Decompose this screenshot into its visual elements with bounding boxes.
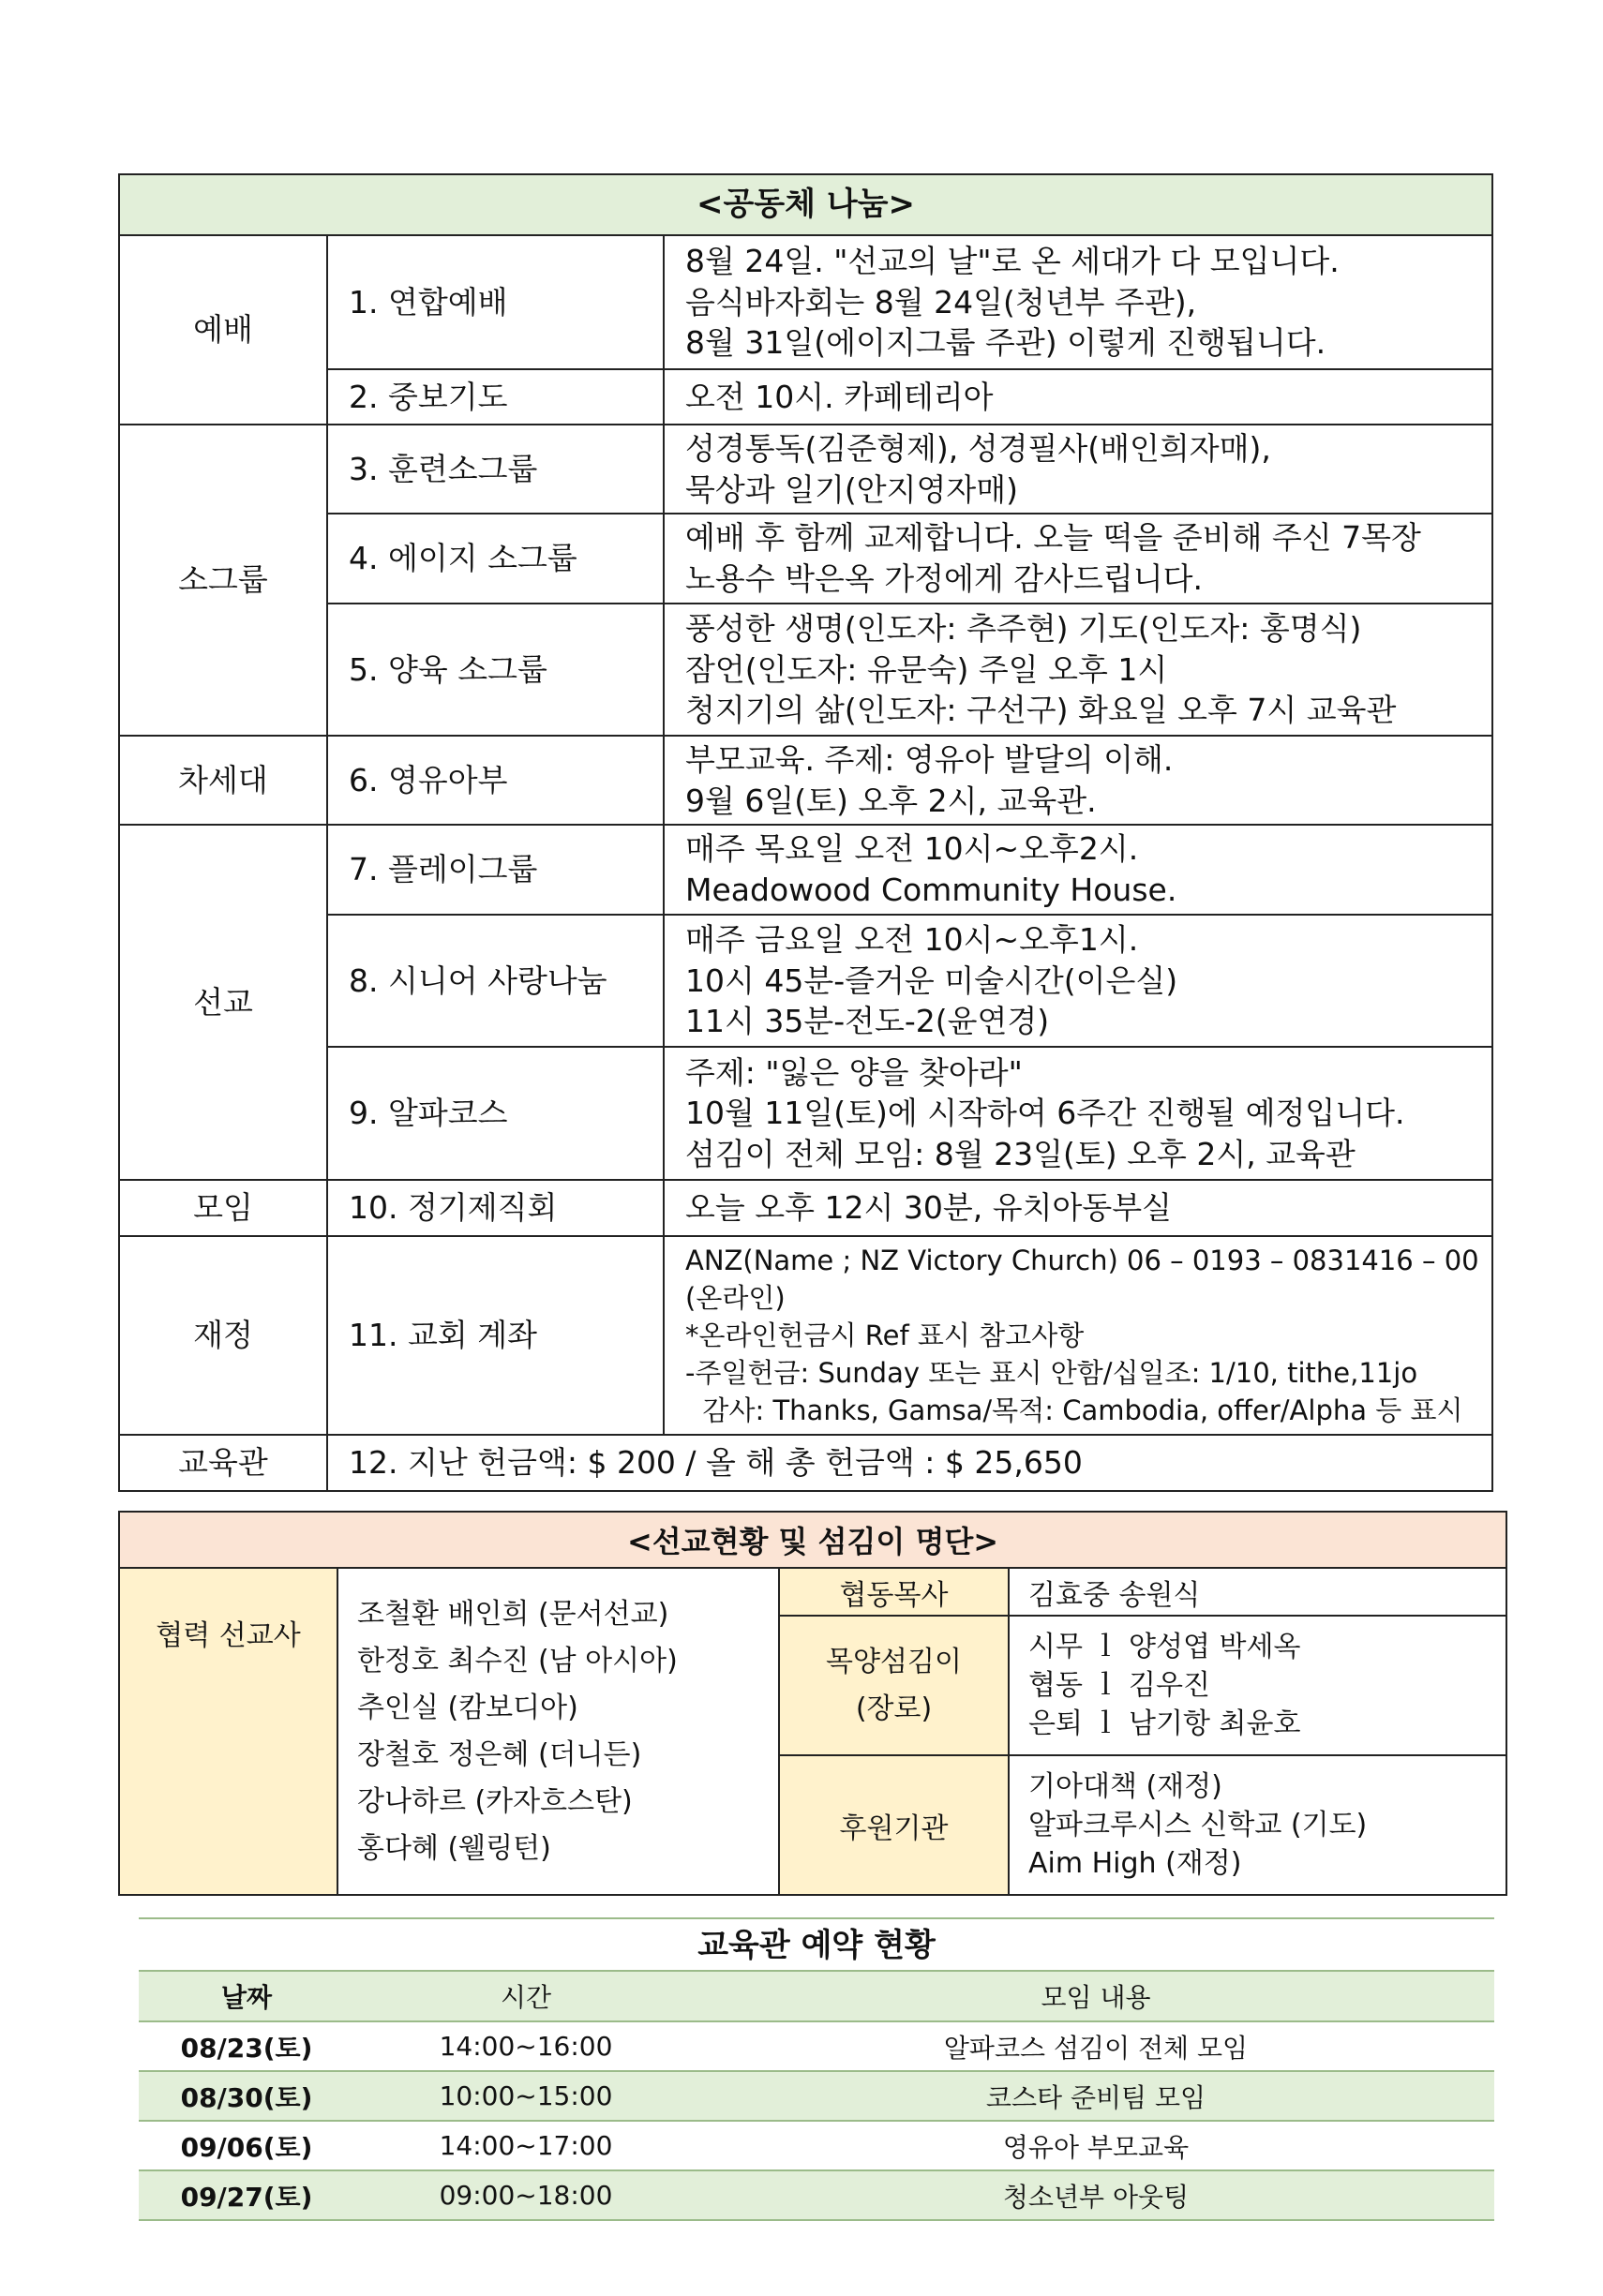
elder-label: 목양섬김이 (장로)	[779, 1616, 1009, 1755]
header-time: 시간	[354, 1971, 697, 2021]
partner-missionary-label: 협력 선교사	[119, 1568, 337, 1895]
item-desc: 주제: "잃은 양을 찾아라" 10월 11일(토)에 시작하여 6주간 진행될 예정입니다. 섬김이 전체 모임: 8월 23일(토) 오후 2시, 교육관	[664, 1047, 1492, 1180]
item-desc: 8월 24일. "선교의 날"로 온 세대가 다 모입니다. 음식바자회는 8월 24일(청년부 주관), 8월 31일(에이지그룹 주관) 이렇게 진행됩니다.	[664, 235, 1492, 369]
table-row: 09/06(토) 14:00~17:00 영유아 부모교육	[139, 2121, 1494, 2170]
item-label: 6. 영유아부	[327, 736, 664, 825]
item-desc: 오늘 오후 12시 30분, 유치아동부실	[664, 1180, 1492, 1236]
missionary-list: 조철환 배인희 (문서선교) 한정호 최수진 (남 아시아) 추인실 (캄보디아) 장철호 정은혜 (더니든) 강나하르 (카자흐스탄) 홍다혜 (웰링턴)	[337, 1568, 779, 1895]
item-desc: 매주 목요일 오전 10시~오후2시. Meadowood Community House.	[664, 825, 1492, 915]
item-desc: 오전 10시. 카페테리아	[664, 369, 1492, 425]
missions-title: <선교현황 및 섬김이 명단>	[119, 1512, 1506, 1568]
item-desc: 성경통독(김준형제), 성경필사(배인희자매), 묵상과 일기(안지영자매)	[664, 425, 1492, 514]
item-desc: 부모교육. 주제: 영유아 발달의 이해. 9월 6일(토) 오후 2시, 교육관.	[664, 736, 1492, 825]
community-table	[118, 173, 1493, 1492]
item-desc: 풍성한 생명(인도자: 추주현) 기도(인도자: 홍명식) 잠언(인도자: 유문숙) 주일 오후 1시 청지기의 삶(인도자: 구선구) 화요일 오후 7시 교육관	[664, 604, 1492, 736]
item-label: 5. 양육 소그룹	[327, 604, 664, 736]
item-label: 10. 정기제직회	[327, 1180, 664, 1236]
category-mission: 선교	[119, 825, 327, 1180]
item-label: 2. 중보기도	[327, 369, 664, 425]
table-row: 09/27(토) 09:00~18:00 청소년부 아웃팅	[139, 2170, 1494, 2220]
item-label: 8. 시니어 사랑나눔	[327, 915, 664, 1047]
assoc-pastor-names: 김효중 송원식	[1009, 1568, 1506, 1616]
offering-total: 12. 지난 헌금액: $ 200 / 올 해 총 헌금액 : $ 25,650	[327, 1435, 1492, 1491]
category-finance: 재정	[119, 1236, 327, 1435]
category-nextgen: 차세대	[119, 736, 327, 825]
community-title: <공동체 나눔>	[119, 174, 1492, 235]
category-worship: 예배	[119, 235, 327, 425]
header-date: 날짜	[139, 1971, 354, 2021]
table-row: 08/23(토) 14:00~16:00 알파코스 섬김이 전체 모임	[139, 2021, 1494, 2071]
reservations-table	[139, 1970, 1494, 2221]
item-label: 11. 교회 계좌	[327, 1236, 664, 1435]
sponsor-list: 기아대책 (재정) 알파크루시스 신학교 (기도) Aim High (재정)	[1009, 1755, 1506, 1895]
category-education-hall: 교육관	[119, 1435, 327, 1491]
assoc-pastor-label: 협동목사	[779, 1568, 1009, 1616]
header-content: 모임 내용	[697, 1971, 1494, 2021]
item-label: 7. 플레이그룹	[327, 825, 664, 915]
category-smallgroup: 소그룹	[119, 425, 327, 736]
elder-list: 시무 ｌ 양성엽 박세옥 협동 ｌ 김우진 은퇴 ｌ 남기항 최윤호	[1009, 1616, 1506, 1755]
missions-table	[118, 1511, 1507, 1896]
item-desc: 매주 금요일 오전 10시~오후1시. 10시 45분-즐거운 미술시간(이은실) 11시 35분-전도-2(윤연경)	[664, 915, 1492, 1047]
item-desc: 예배 후 함께 교제합니다. 오늘 떡을 준비해 주신 7목장 노용수 박은옥 가정에게 감사드립니다.	[664, 514, 1492, 604]
item-label: 4. 에이지 소그룹	[327, 514, 664, 604]
item-label: 3. 훈련소그룹	[327, 425, 664, 514]
sponsor-label: 후원기관	[779, 1755, 1009, 1895]
item-label: 9. 알파코스	[327, 1047, 664, 1180]
category-meeting: 모임	[119, 1180, 327, 1236]
item-desc: ANZ(Name ; NZ Victory Church) 06 – 0193 – 0831416 – 00 (온라인) *온라인헌금시 Ref 표시 참고사항 -주일헌금: Sunday 또는 표시 안함/십일조: 1/10, tithe,11jo 감사: Thanks, Gamsa/목적: Cambodia, offer/Alpha 등 표시	[664, 1236, 1492, 1435]
item-label: 1. 연합예배	[327, 235, 664, 369]
table-row: 08/30(토) 10:00~15:00 코스타 준비팀 모임	[139, 2071, 1494, 2121]
table-header-row	[139, 1971, 1494, 2021]
reservations-title: 교육관 예약 현황	[139, 1917, 1494, 1972]
